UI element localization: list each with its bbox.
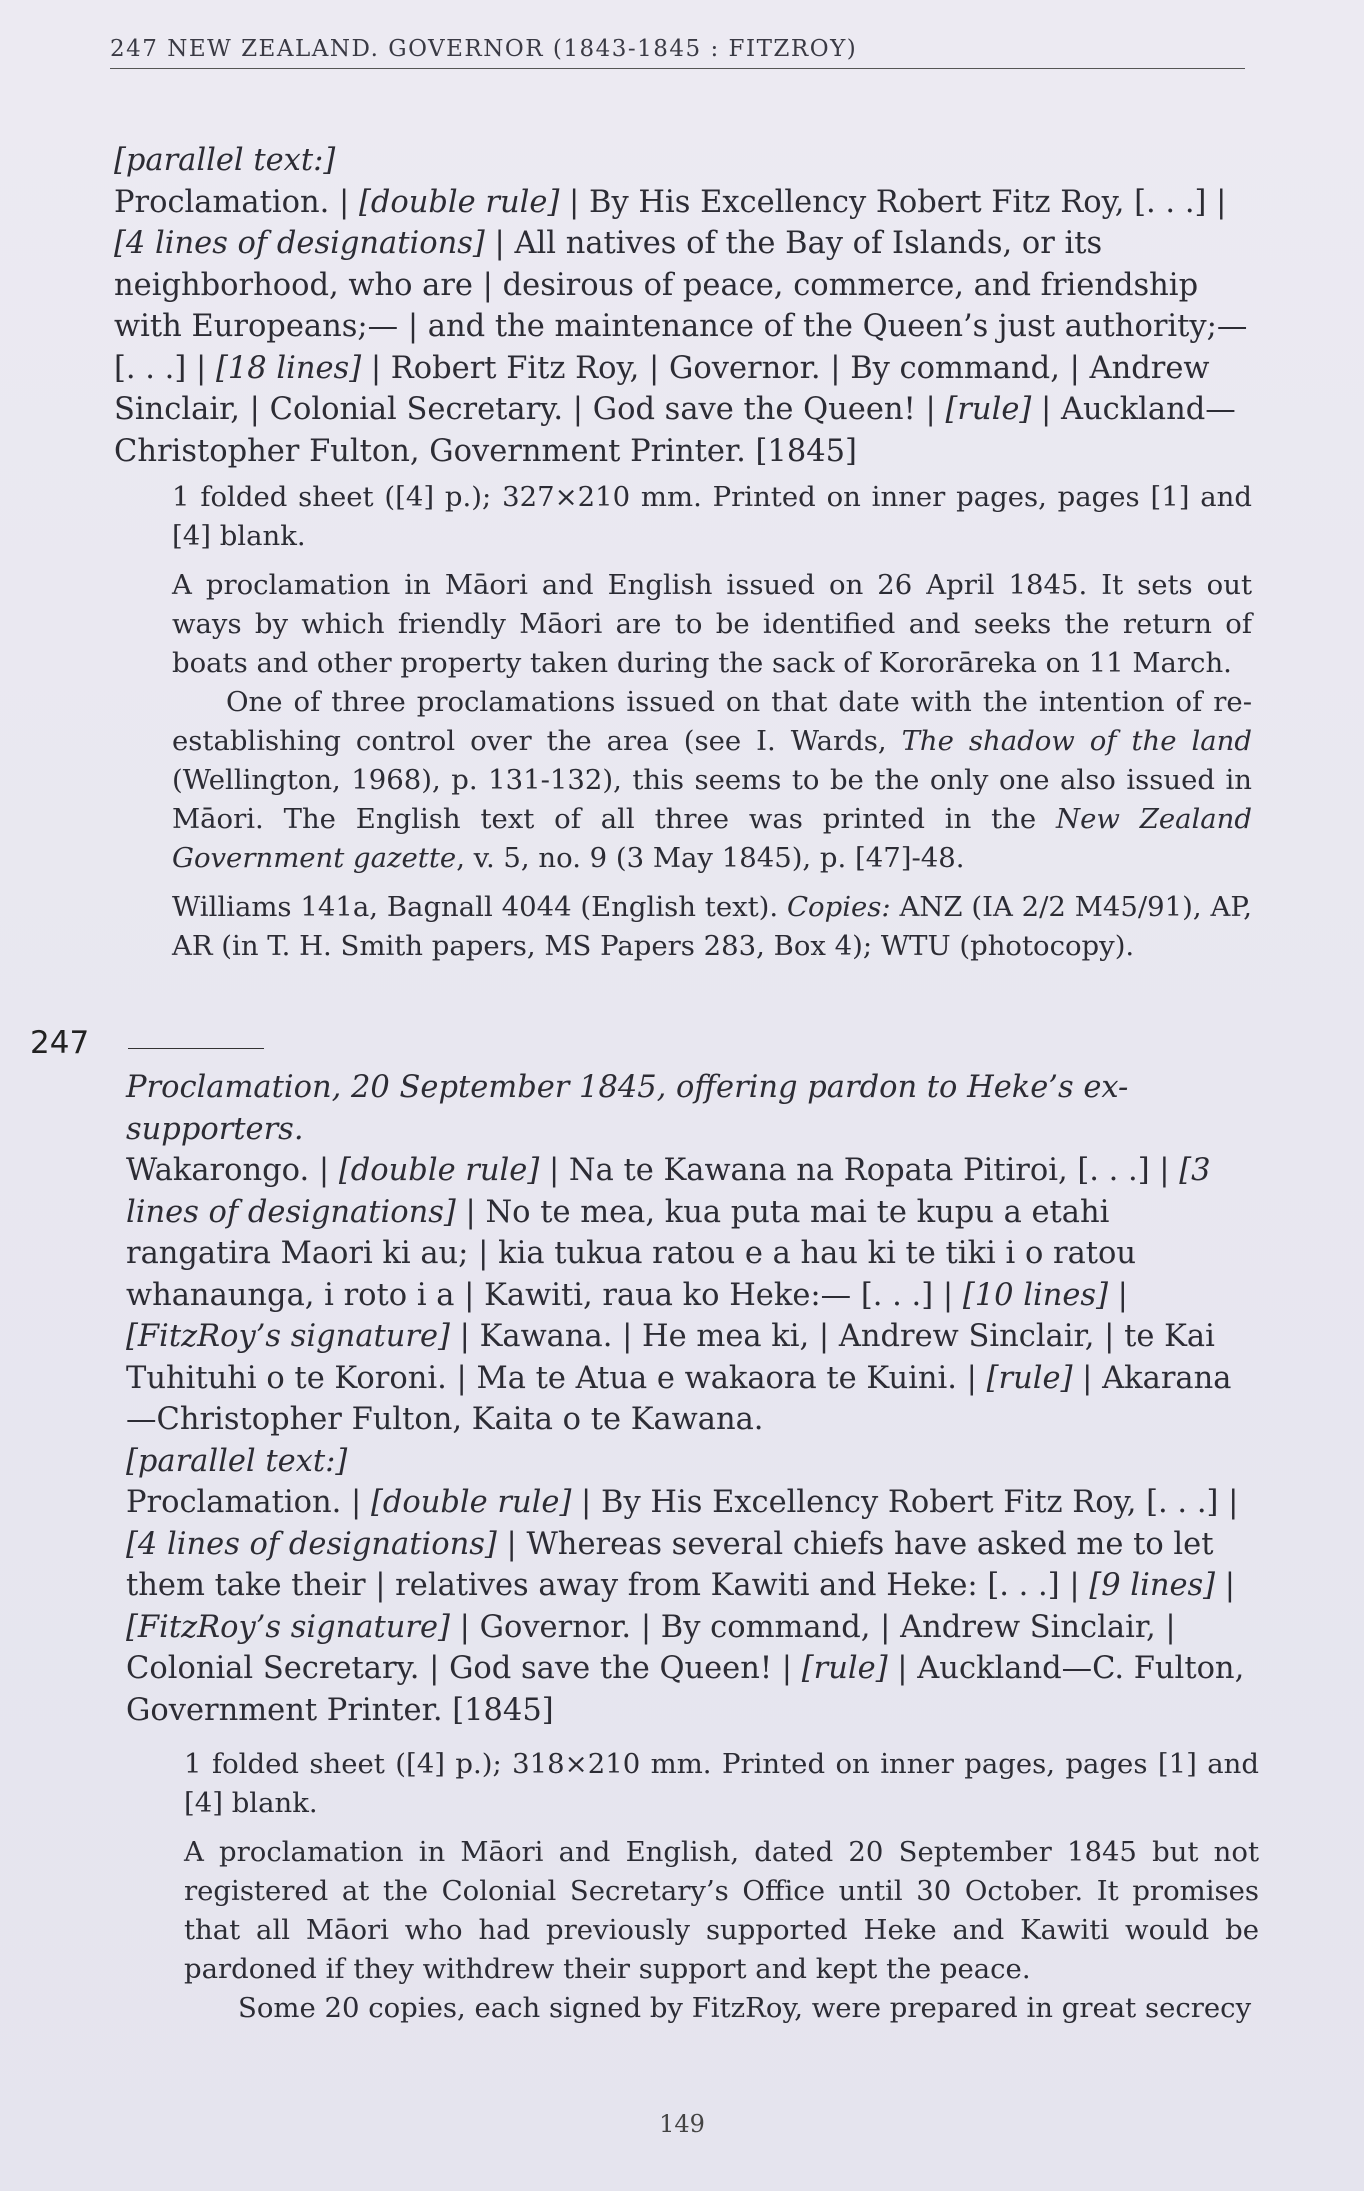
text-run: |: [1215, 1568, 1236, 1603]
text-run: | Whereas several chiefs have asked me to let them take their | relatives away from Kawiti and Heke: [. . .] |: [126, 1526, 1214, 1603]
text-run: One of three proclamations issued on that date with the intention of re-establishing control over the area (see I. Wards,: [172, 686, 1252, 757]
text-run: ANZ (IA 2/2 M45/91), AP, AR (in T. H. Smith papers, MS Papers 283, Box 4); WTU (photocopy).: [172, 891, 1253, 962]
text-run: | By His Excellency Robert Fitz Roy, [. . .] |: [559, 184, 1227, 220]
text-run: | Governor. | By command, | Andrew Sinclair, | Colonial Secretary. | God save the Queen! |: [126, 1609, 1176, 1686]
text-run: Wakarongo. |: [126, 1153, 339, 1188]
entry-divider-rule: [128, 1048, 264, 1049]
maori-transcription: [126, 1150, 1261, 1441]
italic-run: [double rule]: [358, 184, 560, 220]
note-paragraph: [172, 683, 1252, 878]
entry-a-notes: [172, 478, 1252, 976]
note-paragraph: A proclamation in Māori and English issued on 26 April 1845. It sets out ways by which friendly Māori are to be identified and seeks the return of boats and other property taken during the sack of Kororāreka on 11 March.: [172, 569, 1252, 679]
italic-run: [4 lines of designations]: [126, 1526, 497, 1562]
text-run: | By His Excellency Robert Fitz Roy, [. . .] |: [571, 1485, 1239, 1520]
text-run: Proclamation. |: [126, 1485, 371, 1520]
english-transcription: [126, 1482, 1261, 1731]
entry-title: Proclamation, 20 September 1845, offering pardon to Heke’s ex-supporters.: [126, 1070, 1129, 1147]
italic-run: New Zealand Government gazette: [172, 803, 1252, 874]
text-run: Proclamation. |: [114, 184, 359, 220]
italic-run: [10 lines]: [962, 1277, 1108, 1313]
running-head: 247 NEW ZEALAND. GOVERNOR (1843-1845 : FITZROY): [110, 36, 1245, 69]
text-run: | No te mea, kua puta mai te kupu a etahi rangatira Maori ki au; | kia tukua ratou e a hau ki te tiki i o ratou whanaunga, i roto i a | Kawiti, raua ko Heke:— [. . .] |: [126, 1194, 1137, 1313]
text-run: |: [1107, 1277, 1128, 1313]
text-run: (Wellington, 1968), p. 131-132), this seems to be the only one also issued in Māori. The English text of all three was printed in the: [172, 764, 1252, 835]
italic-run: [FitzRoy’s signature]: [126, 1319, 450, 1354]
italic-run: [double rule]: [370, 1485, 572, 1520]
text-run: | All natives of the Bay of Islands, or its neighborhood, who are | desirous of peace, commerce, and friendship with Europeans;— | and the maintenance of the Queen’s just authority;— [. . .] |: [114, 226, 1248, 386]
text-run: | Auckland—Christopher Fulton, Government Printer. [1845]: [114, 392, 1236, 469]
text-run: | Kawana. | He mea ki, | Andrew Sinclair, | te Kai Tuhituhi o te Koroni. | Ma te Atua e wakaora te Kuini. |: [126, 1319, 1215, 1396]
italic-run: [double rule]: [338, 1153, 540, 1188]
text-run: , v. 5, no. 9 (3 May 1845), p. [47]-48.: [456, 842, 965, 874]
italic-run: [4 lines of designations]: [114, 226, 485, 261]
note-paragraph: A proclamation in Māori and English, dated 20 September 1845 but not registered at the Colonial Secretary’s Office until 30 October. It promises that all Māori who had previously supported Heke and Kawiti would be pardoned if they withdrew their support and kept the peace.: [184, 1836, 1259, 1985]
text-run: | Auckland—C. Fulton, Government Printer. [1845]: [126, 1651, 1245, 1728]
note-paragraph: Some 20 copies, each signed by FitzRoy, were prepared in great secrecy: [238, 1992, 1252, 2024]
parallel-text-label: [parallel text:]: [126, 1443, 348, 1479]
italic-run: [18 lines]: [215, 350, 362, 386]
italic-run: [rule]: [986, 1360, 1073, 1396]
text-run: | Na te Kawana na Ropata Pitiroi, [. . .] |: [539, 1153, 1180, 1188]
text-run: Williams 141a, Bagnall 4044 (English text).: [172, 891, 787, 923]
references: [172, 888, 1252, 966]
italic-run: [rule]: [945, 392, 1032, 427]
italic-run: [rule]: [801, 1651, 888, 1686]
entry-b-notes: [184, 1745, 1259, 2038]
italic-run: Copies:: [787, 891, 891, 923]
italic-run: [3 lines of designations]: [126, 1153, 1211, 1230]
italic-run: The shadow of the land: [901, 725, 1252, 757]
entry-b-description: [126, 1067, 1261, 1731]
physical-description: 1 folded sheet ([4] p.); 327×210 mm. Printed on inner pages, pages [1] and [4] blank.: [172, 481, 1252, 552]
physical-description: 1 folded sheet ([4] p.); 318×210 mm. Printed on inner pages, pages [1] and [4] blank.: [184, 1748, 1259, 1819]
entry-number: 247: [30, 1025, 90, 1061]
text-run: | Robert Fitz Roy, | Governor. | By command, | Andrew Sinclair, | Colonial Secretary. | God save the Queen! |: [114, 350, 1210, 427]
italic-run: [9 lines]: [1089, 1568, 1216, 1603]
page-number: 149: [659, 2110, 705, 2138]
text-run: | Akarana—Christopher Fulton, Kaita o te Kawana.: [126, 1360, 1232, 1437]
entry-a-transcription: [114, 185, 1247, 469]
italic-run: [FitzRoy’s signature]: [126, 1609, 450, 1645]
entry-a-description: [114, 140, 1254, 472]
parallel-text-label: [parallel text:]: [114, 143, 336, 178]
